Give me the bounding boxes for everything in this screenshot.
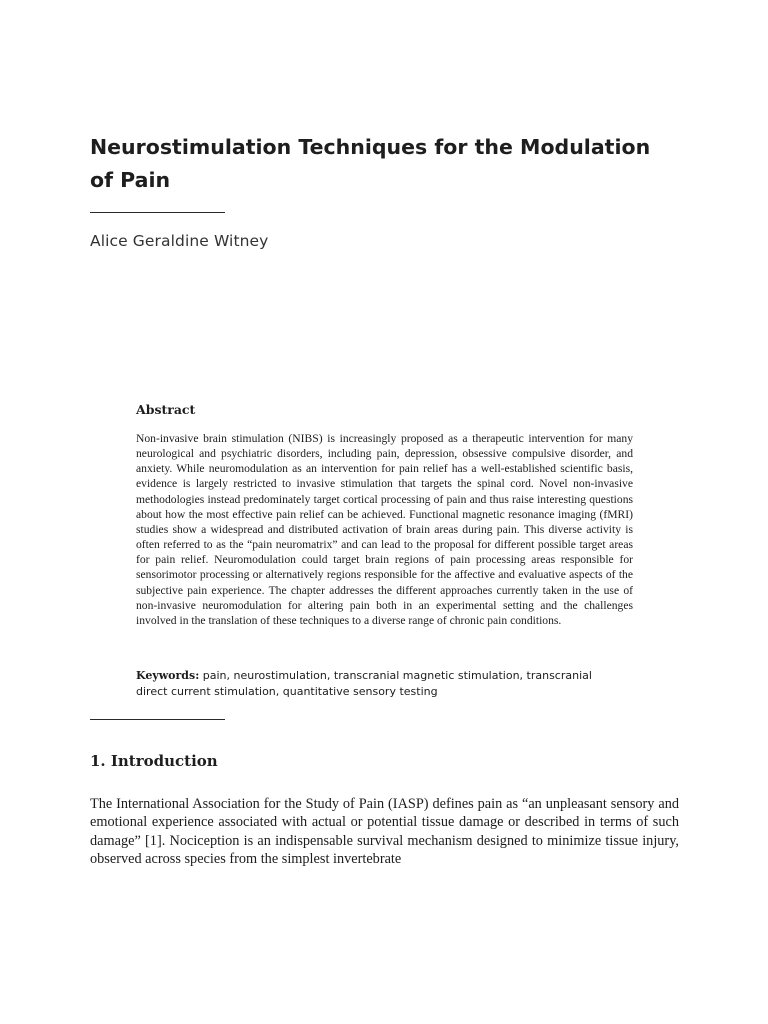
author-name: Alice Geraldine Witney [90,232,269,250]
section-heading-introduction: 1. Introduction [90,752,218,770]
abstract-heading: Abstract [136,402,196,417]
title-divider [90,212,225,213]
abstract-body: Non-invasive brain stimulation (NIBS) is increasingly proposed as a therapeutic intervention for many neurological and psychiatric disorders, including pain, depression, obsessive compulsive disorder, and anxiety. While neuromodulation as an intervention for pain relief has a well-established scientific basis, evidence is largely restricted to invasive stimulation that targets the spinal cord. Novel non-invasive methodologies instead predominately target cortical processing of pain and thus raise interesting questions about how the most effective pain relief can be achieved. Functional magnetic resonance imaging (fMRI) studies show a widespread and distributed activation of brain areas during pain. This diverse activity is often referred to as the “pain neuromatrix” and can lead to the proposal for different possible target areas for pain relief. Neuromodulation could target brain regions of pain processing areas responsible for sensorimotor processing or alternatively regions responsible for the affective and evaluative aspects of the subjective pain experience. The chapter addresses the different approaches currently taken in the use of non-invasive neuromodulation for altering pain both in an experimental setting and the challenges involved in the translation of these techniques to a diverse range of chronic pain conditions. [136,432,633,627]
keywords-label: Keywords: [136,669,200,682]
article-title: Neurostimulation Techniques for the Modulation of Pain [90,135,651,192]
keywords-list: pain, neurostimulation, transcranial magnetic stimulation, transcranial direct current stimulation, quantitative sensory testing [136,669,592,698]
introduction-paragraph: The International Association for the Study of Pain (IASP) defines pain as “an unpleasant sensory and emotional experience associated with actual or potential tissue damage or described in terms of such damage” [1]. Nociception is an indispensable survival mechanism designed to minimize tissue injury, observed across species from the simplest invertebrate [90,796,679,867]
keywords [136,668,616,699]
abstract-divider [90,719,225,720]
